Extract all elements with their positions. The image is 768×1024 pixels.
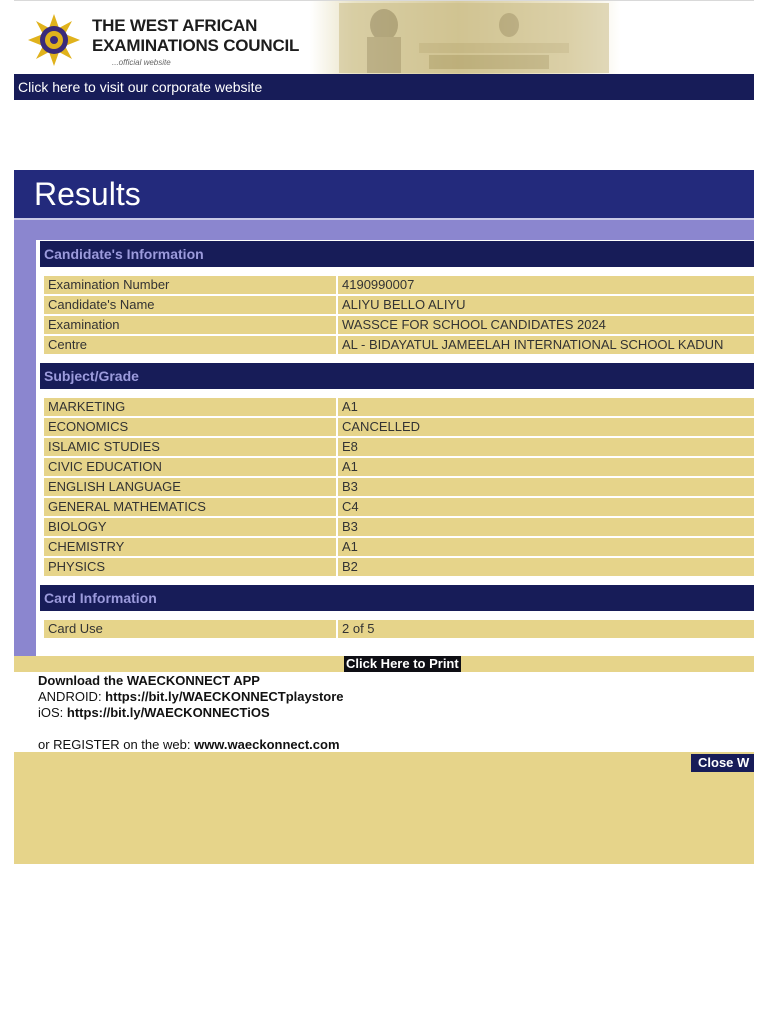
table-row — [44, 296, 754, 314]
centre-value: AL - BIDAYATUL JAMEELAH INTERNATIONAL SCHOOL KADUN — [338, 336, 754, 354]
ios-label: iOS: — [38, 705, 67, 720]
table-row — [44, 398, 754, 416]
register-web-link[interactable]: www.waeckonnect.com — [194, 737, 340, 752]
subject-name: MARKETING — [44, 398, 336, 416]
subject-grade: E8 — [338, 438, 754, 456]
android-store-link[interactable]: https://bit.ly/WAECKONNECTplaystore — [105, 689, 344, 704]
subject-grade: B2 — [338, 558, 754, 576]
ios-line — [38, 705, 344, 721]
subject-name: CHEMISTRY — [44, 538, 336, 556]
subject-grade: CANCELLED — [338, 418, 754, 436]
subject-grade: A1 — [338, 538, 754, 556]
table-row — [44, 418, 754, 436]
table-row — [44, 458, 754, 476]
results-frame — [14, 220, 754, 656]
organization-name-line1: THE WEST AFRICAN — [92, 16, 258, 35]
register-line — [38, 737, 344, 753]
site-header — [14, 0, 754, 75]
spacer — [38, 721, 344, 737]
bottom-panel — [14, 752, 754, 864]
table-row — [44, 558, 754, 576]
android-label: ANDROID: — [38, 689, 106, 704]
table-row — [44, 620, 754, 638]
app-download-heading: Download the WAECKONNECT APP — [38, 673, 260, 688]
waec-crest-icon[interactable] — [26, 13, 82, 67]
examination-label: Examination — [44, 316, 336, 334]
table-row — [44, 498, 754, 516]
card-use-label: Card Use — [44, 620, 336, 638]
subject-name: PHYSICS — [44, 558, 336, 576]
table-row — [44, 518, 754, 536]
subject-name: CIVIC EDUCATION — [44, 458, 336, 476]
ios-store-link[interactable]: https://bit.ly/WAECKONNECTiOS — [66, 705, 270, 720]
candidate-name-value: ALIYU BELLO ALIYU — [338, 296, 754, 314]
subject-grade: B3 — [338, 518, 754, 536]
page-title: Results — [34, 176, 141, 212]
table-row — [44, 276, 754, 294]
subject-name: ENGLISH LANGUAGE — [44, 478, 336, 496]
table-row — [44, 478, 754, 496]
table-row — [44, 336, 754, 354]
examination-number-label: Examination Number — [44, 276, 336, 294]
android-line — [38, 689, 344, 705]
header-banner-photo — [339, 3, 609, 73]
site-tagline: ...official website — [112, 58, 171, 67]
register-label: or REGISTER on the web: — [38, 737, 195, 752]
close-window-button[interactable]: Close W — [691, 754, 754, 772]
subject-name: ECONOMICS — [44, 418, 336, 436]
card-use-value: 2 of 5 — [338, 620, 754, 638]
app-download-info — [38, 673, 344, 753]
card-info-heading: Card Information — [40, 585, 754, 611]
results-panel — [36, 240, 754, 656]
table-row — [44, 316, 754, 334]
examination-value: WASSCE FOR SCHOOL CANDIDATES 2024 — [338, 316, 754, 334]
candidate-info-heading: Candidate's Information — [40, 241, 754, 267]
print-button[interactable]: Click Here to Print — [346, 656, 459, 671]
subject-grade: A1 — [338, 458, 754, 476]
subject-grade: A1 — [338, 398, 754, 416]
subject-name: BIOLOGY — [44, 518, 336, 536]
subject-grade: B3 — [338, 478, 754, 496]
subject-grade: C4 — [338, 498, 754, 516]
subject-name: ISLAMIC STUDIES — [44, 438, 336, 456]
table-row — [44, 538, 754, 556]
organization-name-line2: EXAMINATIONS COUNCIL — [92, 36, 300, 55]
centre-label: Centre — [44, 336, 336, 354]
table-row — [44, 438, 754, 456]
subject-grade-heading: Subject/Grade — [40, 363, 754, 389]
subject-name: GENERAL MATHEMATICS — [44, 498, 336, 516]
candidate-name-label: Candidate's Name — [44, 296, 336, 314]
results-title-bar — [14, 170, 754, 220]
organization-name — [92, 16, 299, 56]
examination-number-value: 4190990007 — [338, 276, 754, 294]
corporate-website-link[interactable]: Click here to visit our corporate website — [14, 74, 754, 100]
